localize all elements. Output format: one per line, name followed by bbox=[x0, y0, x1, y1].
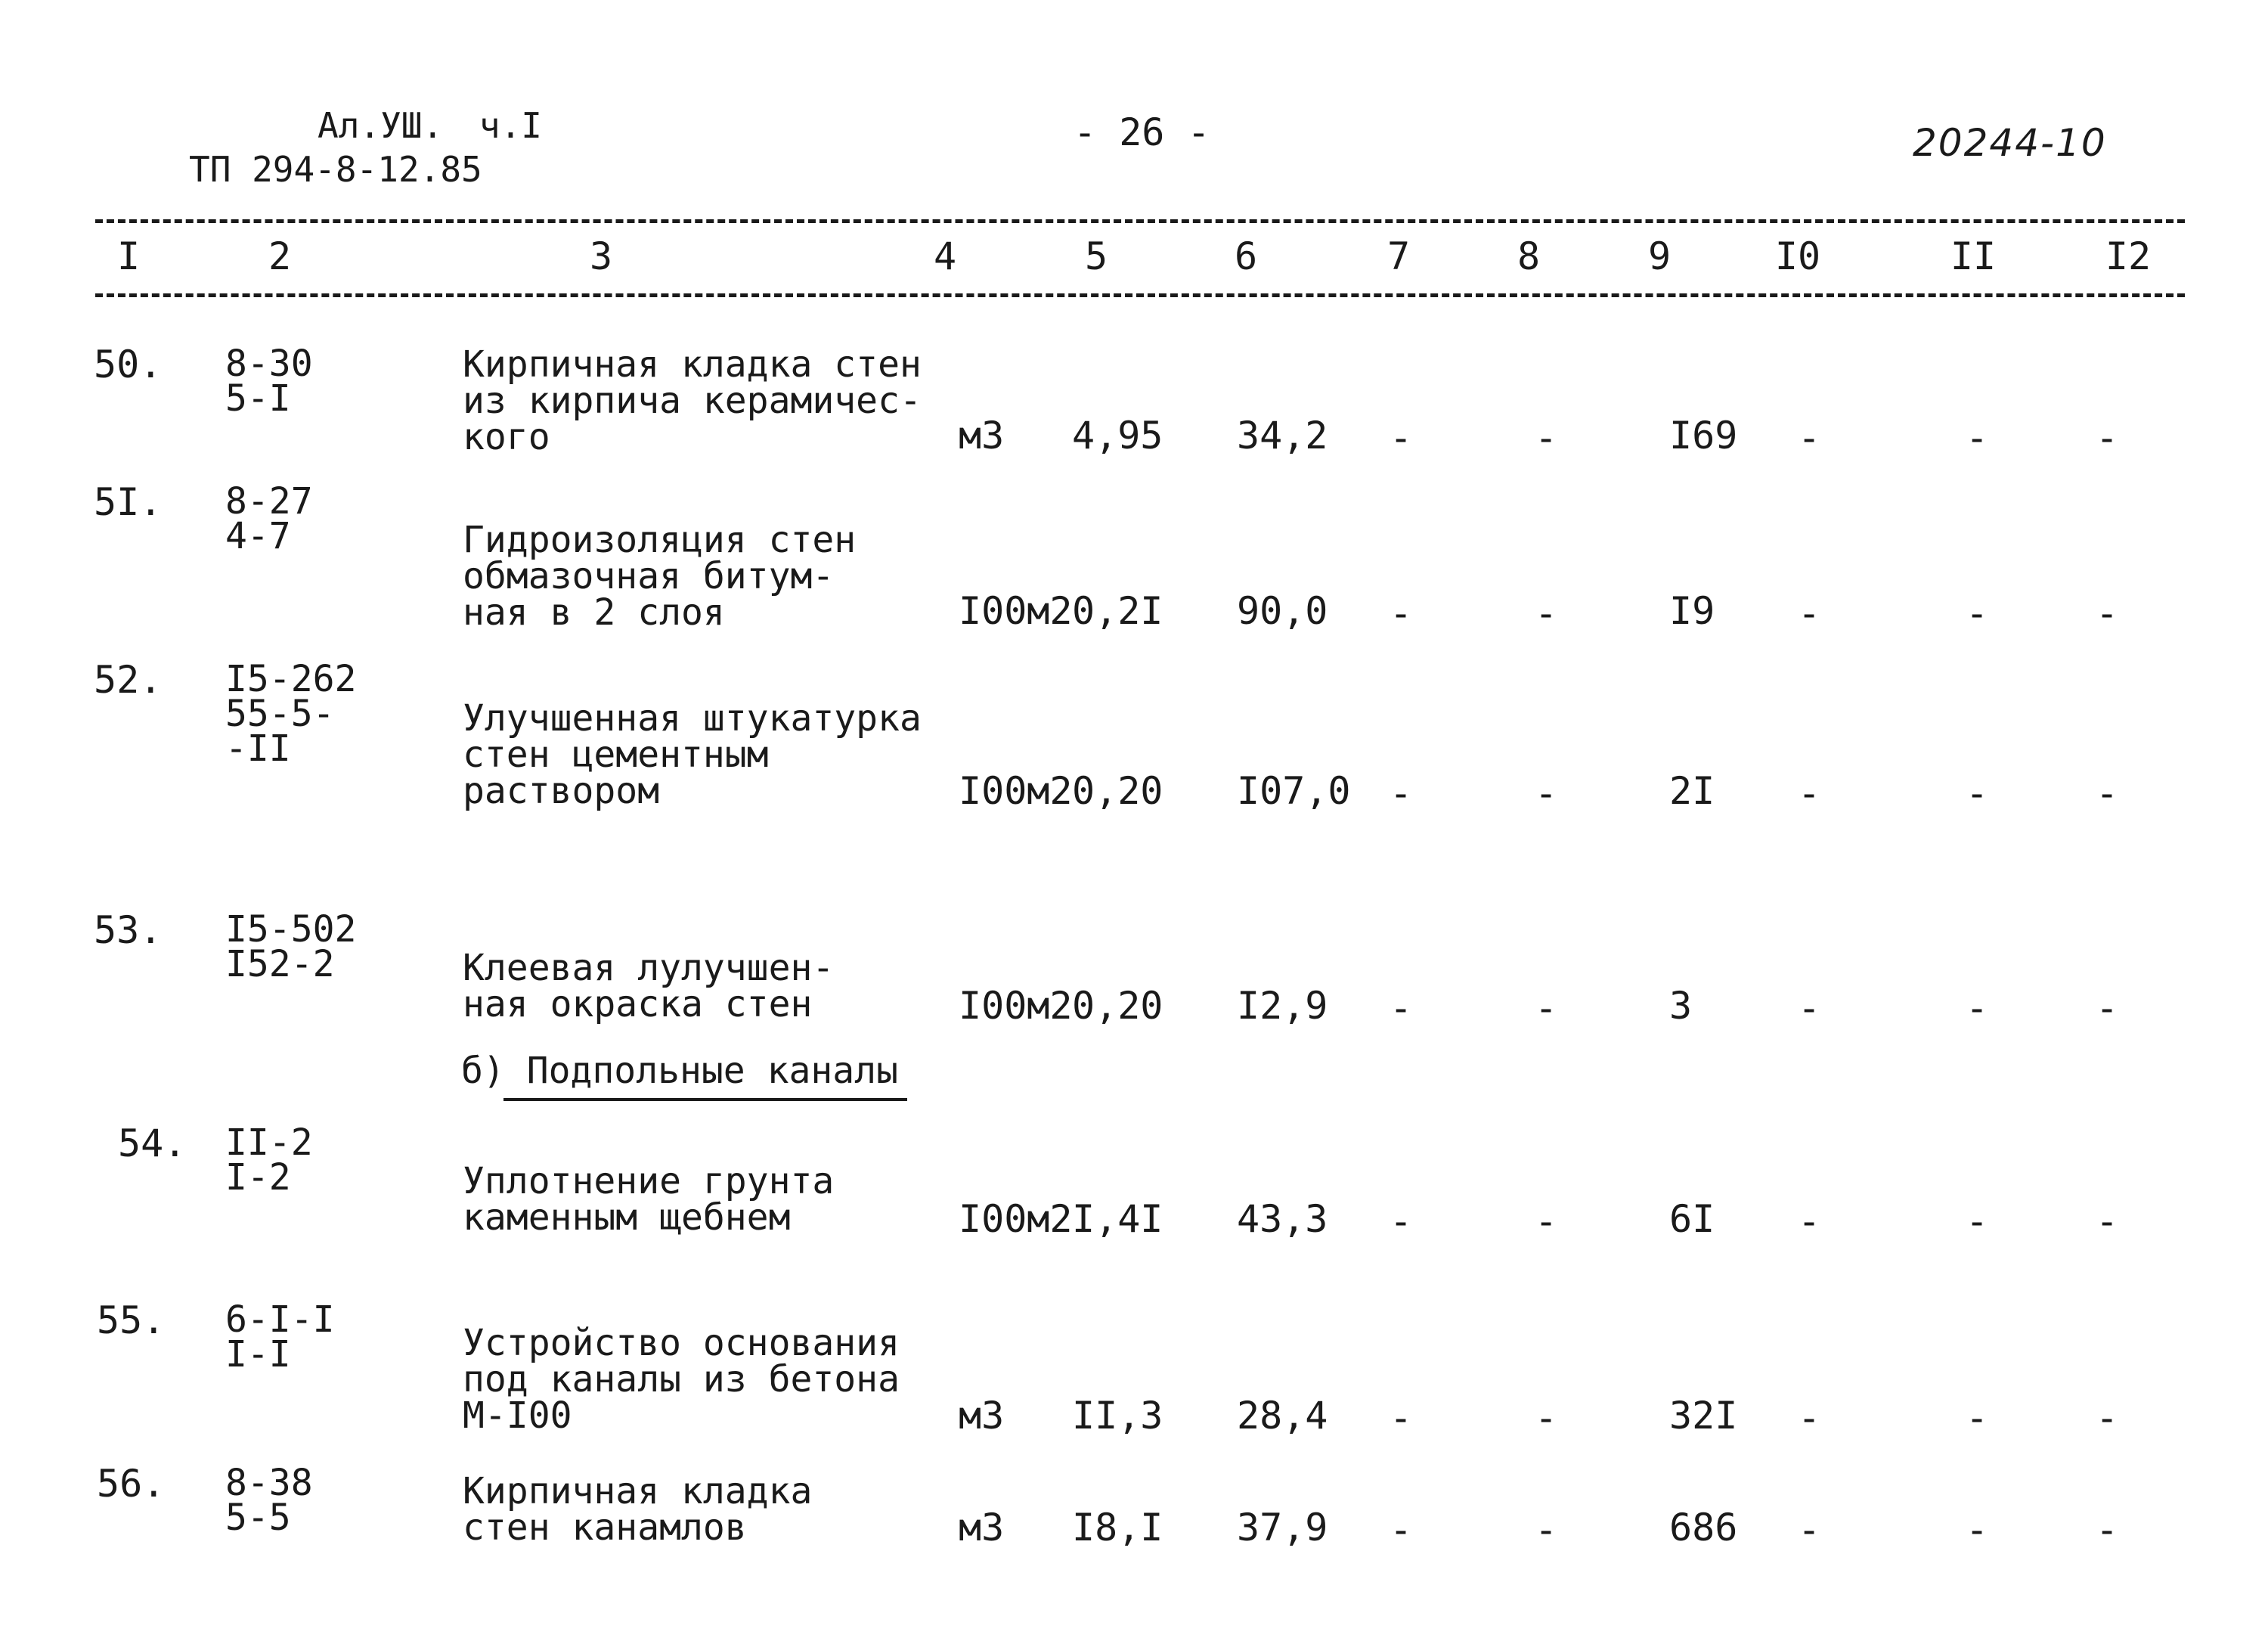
work-description: Кирпичная кладка стен bbox=[463, 343, 922, 386]
work-description: из кирпича керамичес- bbox=[463, 380, 922, 422]
norm-code: 8-38 bbox=[225, 1462, 313, 1504]
row-number: 50. bbox=[94, 343, 163, 386]
header-rule-top bbox=[95, 219, 2185, 223]
unit-price: 90,0 bbox=[1237, 589, 1328, 633]
column-header-2: 2 bbox=[268, 234, 292, 278]
work-description: Устройство основания bbox=[463, 1322, 900, 1364]
work-description: стен канамлов bbox=[463, 1506, 747, 1549]
empty-value-dash: - bbox=[1535, 1199, 1558, 1243]
row-number: 52. bbox=[94, 658, 163, 702]
unit: I00м2 bbox=[959, 1197, 1073, 1241]
empty-value-dash: - bbox=[1966, 986, 1989, 1030]
empty-value-dash: - bbox=[1798, 986, 1821, 1030]
quantity: 0,20 bbox=[1072, 984, 1163, 1028]
unit: I00м2 bbox=[959, 984, 1073, 1028]
unit-price: I2,9 bbox=[1237, 984, 1328, 1028]
quantity: 0,20 bbox=[1072, 769, 1163, 813]
unit-price: 43,3 bbox=[1237, 1197, 1328, 1241]
work-description: кого bbox=[463, 416, 550, 458]
norm-code: 8-27 bbox=[225, 480, 313, 523]
work-description: Клеевая лулучшен- bbox=[463, 947, 835, 989]
empty-value-dash: - bbox=[2096, 1508, 2119, 1552]
work-description: Улучшенная штукатурка bbox=[463, 697, 922, 740]
header-rule-bottom bbox=[95, 293, 2185, 297]
row-number: 53. bbox=[94, 908, 163, 952]
unit: I00м2 bbox=[959, 769, 1073, 813]
empty-value-dash: - bbox=[1535, 591, 1558, 635]
work-description: под каналы из бетона bbox=[463, 1358, 900, 1401]
empty-value-dash: - bbox=[1798, 771, 1821, 815]
norm-code: 4-7 bbox=[225, 515, 291, 557]
total: I69 bbox=[1669, 414, 1738, 458]
total: I9 bbox=[1669, 589, 1715, 633]
work-description: Кирпичная кладка bbox=[463, 1470, 813, 1512]
empty-value-dash: - bbox=[2096, 591, 2119, 635]
empty-value-dash: - bbox=[1966, 1199, 1989, 1243]
empty-value-dash: - bbox=[2096, 1396, 2119, 1440]
quantity: I8,I bbox=[1072, 1506, 1163, 1549]
work-description: каменным щебнем bbox=[463, 1196, 791, 1239]
empty-value-dash: - bbox=[1535, 986, 1558, 1030]
total: 686 bbox=[1669, 1506, 1738, 1549]
empty-value-dash: - bbox=[1535, 1396, 1558, 1440]
unit: м3 bbox=[959, 414, 1005, 458]
empty-value-dash: - bbox=[1390, 771, 1413, 815]
norm-code: I-I bbox=[225, 1333, 291, 1376]
work-description: раствором bbox=[463, 770, 660, 812]
empty-value-dash: - bbox=[1966, 1508, 1989, 1552]
norm-code: I5-262 bbox=[225, 658, 357, 700]
empty-value-dash: - bbox=[1390, 416, 1413, 460]
empty-value-dash: - bbox=[1390, 1199, 1413, 1243]
norm-code: 8-30 bbox=[225, 343, 313, 385]
column-header-12: I2 bbox=[2105, 234, 2152, 278]
work-description: ная окраска стен bbox=[463, 983, 813, 1025]
norm-code: 6-I-I bbox=[225, 1298, 335, 1341]
total: 6I bbox=[1669, 1197, 1715, 1241]
quantity: 4,95 bbox=[1072, 414, 1163, 458]
column-header-5: 5 bbox=[1084, 234, 1108, 278]
empty-value-dash: - bbox=[1390, 986, 1413, 1030]
unit-price: 34,2 bbox=[1237, 414, 1328, 458]
empty-value-dash: - bbox=[2096, 416, 2119, 460]
work-description: М-I00 bbox=[463, 1394, 572, 1437]
unit-price: 28,4 bbox=[1237, 1394, 1328, 1438]
column-header-6: 6 bbox=[1234, 234, 1258, 278]
norm-code: -II bbox=[225, 727, 291, 770]
empty-value-dash: - bbox=[1966, 591, 1989, 635]
norm-code: I52-2 bbox=[225, 943, 335, 985]
column-header-10: I0 bbox=[1774, 234, 1821, 278]
unit-price: 37,9 bbox=[1237, 1506, 1328, 1549]
work-description: обмазочная битум- bbox=[463, 555, 835, 597]
norm-code: I5-502 bbox=[225, 908, 357, 951]
column-header-3: 3 bbox=[589, 234, 613, 278]
album-number: Ал.УШ. bbox=[318, 105, 444, 146]
empty-value-dash: - bbox=[1390, 1396, 1413, 1440]
column-header-7: 7 bbox=[1387, 234, 1411, 278]
row-number: 56. bbox=[97, 1462, 166, 1506]
column-header-11: II bbox=[1950, 234, 1997, 278]
column-header-1: I bbox=[116, 234, 141, 278]
total: 3 bbox=[1669, 984, 1693, 1028]
empty-value-dash: - bbox=[1535, 771, 1558, 815]
section-underline bbox=[503, 1098, 907, 1101]
album-part: ч.I bbox=[479, 105, 542, 146]
unit: I00м2 bbox=[959, 589, 1073, 633]
empty-value-dash: - bbox=[2096, 771, 2119, 815]
empty-value-dash: - bbox=[1798, 1396, 1821, 1440]
norm-code: 55-5- bbox=[225, 693, 335, 735]
empty-value-dash: - bbox=[2096, 986, 2119, 1030]
row-number: 5I. bbox=[94, 480, 163, 524]
empty-value-dash: - bbox=[1966, 771, 1989, 815]
album-label bbox=[318, 106, 542, 145]
quantity: II,3 bbox=[1072, 1394, 1163, 1438]
quantity: I,4I bbox=[1072, 1197, 1163, 1241]
row-number: 55. bbox=[97, 1298, 166, 1342]
empty-value-dash: - bbox=[2096, 1199, 2119, 1243]
norm-code: 5-5 bbox=[225, 1497, 291, 1539]
work-description: стен цементным bbox=[463, 734, 769, 776]
section-heading: б) Подпольные каналы bbox=[461, 1050, 898, 1092]
empty-value-dash: - bbox=[1798, 416, 1821, 460]
empty-value-dash: - bbox=[1390, 591, 1413, 635]
document-number: 20244-10 bbox=[1913, 121, 2107, 165]
quantity: 0,2I bbox=[1072, 589, 1163, 633]
unit: м3 bbox=[959, 1506, 1005, 1549]
row-number: 54. bbox=[118, 1121, 187, 1165]
empty-value-dash: - bbox=[1390, 1508, 1413, 1552]
project-code: ТП 294-8-12.85 bbox=[189, 149, 482, 190]
unit-price: I07,0 bbox=[1237, 769, 1351, 813]
empty-value-dash: - bbox=[1535, 416, 1558, 460]
empty-value-dash: - bbox=[1798, 591, 1821, 635]
empty-value-dash: - bbox=[1966, 1396, 1989, 1440]
empty-value-dash: - bbox=[1798, 1508, 1821, 1552]
column-header-8: 8 bbox=[1517, 234, 1541, 278]
empty-value-dash: - bbox=[1798, 1199, 1821, 1243]
norm-code: II-2 bbox=[225, 1121, 313, 1164]
total: 2I bbox=[1669, 769, 1715, 813]
page-number: - 26 - bbox=[1074, 110, 1210, 154]
empty-value-dash: - bbox=[1966, 416, 1989, 460]
work-description: Гидроизоляция стен bbox=[463, 519, 857, 561]
work-description: Уплотнение грунта bbox=[463, 1160, 835, 1202]
work-description: ная в 2 слоя bbox=[463, 591, 725, 634]
column-header-9: 9 bbox=[1647, 234, 1672, 278]
total: 32I bbox=[1669, 1394, 1738, 1438]
norm-code: 5-I bbox=[225, 377, 291, 420]
unit: м3 bbox=[959, 1394, 1005, 1438]
empty-value-dash: - bbox=[1535, 1508, 1558, 1552]
column-header-4: 4 bbox=[933, 234, 957, 278]
norm-code: I-2 bbox=[225, 1156, 291, 1199]
